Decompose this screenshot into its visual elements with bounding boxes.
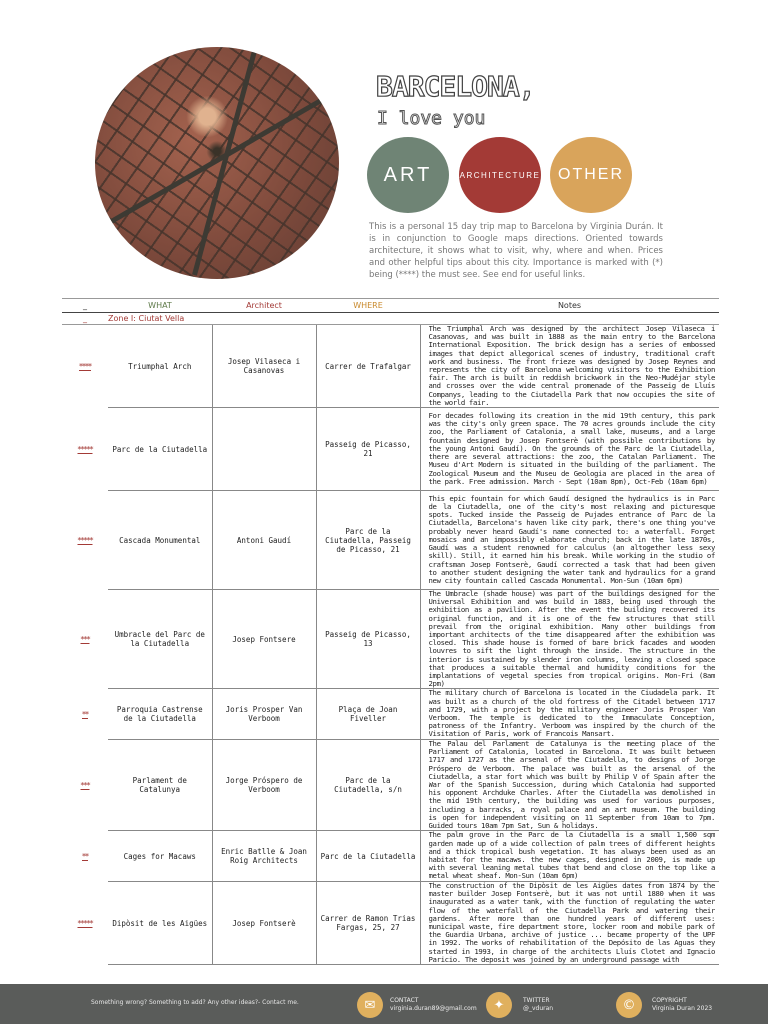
table-row bbox=[62, 590, 719, 689]
what-cell: Dipòsit de les Aigües bbox=[108, 882, 212, 965]
sights-table bbox=[62, 298, 719, 965]
table-row bbox=[62, 689, 719, 740]
copyright-block bbox=[652, 997, 712, 1013]
notes-text: The Triumphal Arch was designed by the architect Josep Vilaseca i Casanovas, and was built in 1888 as the main entry to the Barcelona International Exposition. The brick design has a series of embossed images that depict allegorical scenes of industry, traditional craft work and business. The front frieze was designed by Josep Reynes and represents the city of Barcelona welcoming visitors to the Exhibition fair. The arch is built in reddish brickwork in the Neo-Mudéjar style and crosses over the wide central promenade of the Passeig de Lluís Companys, leading to the Ciutadella Park that now occupies the site of the world fair. bbox=[428, 325, 715, 407]
notes-text: This epic fountain for which Gaudí designed the hydraulics is in Parc de la Ciutadella, one of the city's most relaxing and picturesque spots. Tucked inside the Passeig de Pujades entrance of Parc de la Ciutadella, Barcelona's haven like city park, there's one thing you've probably never heard Gaudí's name connected to: a waterfall. Forget mosaics and an impossibly elaborate church; back in the late 1870s, Gaudí was a student renowned for calculus (an altogether less sexy skill). Still, it earned him his break. While working in the studio of craftsman Josep Fontserè, Gaudí corrected a task that had been given to another student designing the water tank and hydraulics for a grand new city fountain called Cascada Monumental. Mon-Sun (10am 6pm) bbox=[428, 494, 715, 585]
where-cell: Passeig de Picasso, 13 bbox=[316, 590, 420, 689]
importance-stars: **** bbox=[79, 361, 91, 371]
where-cell: Parc de la Ciutadella bbox=[316, 831, 420, 882]
footer bbox=[0, 984, 768, 1024]
architecture-category-circle: ARCHITECTURE bbox=[459, 137, 541, 213]
importance-stars: ** bbox=[82, 851, 88, 861]
twitter-block[interactable] bbox=[523, 997, 553, 1013]
footer-message: Something wrong? Something to add? Any other ideas?- Contact me. bbox=[91, 999, 299, 1006]
where-cell: Carrer de Ramon Trias Fargas, 25, 27 bbox=[316, 882, 420, 965]
table-row bbox=[62, 740, 719, 831]
copyright-icon: © bbox=[616, 992, 642, 1018]
importance-stars: ***** bbox=[77, 444, 93, 454]
copyright-title: COPYRIGHT bbox=[652, 997, 687, 1004]
twitter-bird-icon[interactable]: ✦ bbox=[486, 992, 512, 1018]
header-architect: Architect bbox=[212, 299, 316, 313]
header-where: WHERE bbox=[316, 299, 420, 313]
notes-cell bbox=[420, 408, 719, 491]
zone-marker: _ bbox=[62, 313, 108, 325]
where-cell: Passeig de Picasso, 21 bbox=[316, 408, 420, 491]
what-cell: Triumphal Arch bbox=[108, 325, 212, 408]
what-cell: Parc de la Ciutadella bbox=[108, 408, 212, 491]
header-what: WHAT bbox=[108, 299, 212, 313]
contact-title: CONTACT bbox=[390, 997, 419, 1004]
architect-cell: Josep Vilaseca i Casanovas bbox=[212, 325, 316, 408]
notes-cell bbox=[420, 740, 719, 831]
copyright-owner: Virginia Duran 2023 bbox=[652, 1005, 713, 1012]
twitter-title: TWITTER bbox=[523, 997, 550, 1004]
where-cell: Parc de la Ciutadella, Passeig de Picasso, 21 bbox=[316, 491, 420, 590]
what-cell: Cages for Macaws bbox=[108, 831, 212, 882]
barcelona-aerial-photo bbox=[95, 47, 339, 279]
twitter-handle[interactable]: @_vduran bbox=[523, 1005, 554, 1012]
notes-cell bbox=[420, 831, 719, 882]
table-row bbox=[62, 491, 719, 590]
architect-cell: Jorge Próspero de Verboom bbox=[212, 740, 316, 831]
what-cell: Cascada Monumental bbox=[108, 491, 212, 590]
architect-cell bbox=[212, 408, 316, 491]
intro-text: This is a personal 15 day trip map to Barcelona by Virginia Durán. It is in conjunction to Google maps directions. Oriented towards architecture, it shows what to visit, why, where and when. Prices and other helpful tips about this city. Importance is marked with (*) being (****) the must see. See end for useful links. bbox=[369, 222, 663, 280]
notes-cell bbox=[420, 590, 719, 689]
what-cell: Parroquia Castrense de la Ciutadella bbox=[108, 689, 212, 740]
table-row bbox=[62, 882, 719, 965]
other-category-circle: OTHER bbox=[550, 137, 632, 213]
table-header-row bbox=[62, 299, 719, 313]
notes-text: The palm grove in the Parc de la Ciutadella is a small 1,500 sqm garden made up of a wide collection of palm trees of different heights and a thick tropical bush vegetation. It has always been used as an habitat for the macaws. the new cages, designed in 2009, is made up with several leaning metal tubes that bend and close on the top like a metal wheat sheaf. Mon-Sun (10am 6pm) bbox=[428, 831, 715, 881]
architect-cell: Joris Prosper Van Verboom bbox=[212, 689, 316, 740]
zone-label: Zone I: Ciutat Vella bbox=[108, 313, 719, 325]
art-category-circle: ART bbox=[367, 137, 449, 213]
notes-text: For decades following its creation in the mid 19th century, this park was the city's only green space. The 70 acres grounds include the city zoo, the Parliament of Catalonia, a small lake, museums, and a large fountain designed by Josep Fontserè (with possible contributions by the young Antoni Gaudí). On the grounds of the Parc de la Ciutadella, there are several attractions: the zoo, the Catalan Parliament. The Museu d'Art Modern is situated in the building of the parliament. The Zoological Museum and the Museu de Geologia are placed in the area of the park. Free admission. March - Sept (10am 8pm), Oct-Feb (10am 6pm) bbox=[428, 412, 715, 486]
importance-stars: *** bbox=[80, 780, 90, 790]
header-marker: _ bbox=[62, 299, 108, 313]
notes-cell bbox=[420, 491, 719, 590]
page-title: BARCELONA, bbox=[376, 70, 535, 103]
page-subtitle: I love you bbox=[377, 108, 486, 129]
notes-text: The Palau del Parlament de Catalunya is the meeting place of the Parliament of Catalonia, located in Barcelona. It was built between 1717 and 1727 as the arsenal of the Ciutadella, to designs of Jorge Próspero de Verboom. The palace was built as the arsenal of the Ciutadella, a star fort which was built by Philip V of Spain after the War of the Spanish Succession, during which Catalonia had supported his opponent Archduke Charles. After the Ciutadella was demolished in the mid 19th century, the building was used for various purposes, including a barracks, a royal palace and an art museum. The building is open for independent visiting on 11 September from 10am to 7pm. Guided tours 10am 7pm Sat, Sun & holidays. bbox=[428, 740, 715, 830]
notes-text: The military church of Barcelona is located in the Ciudadela park. It was built as a church of the old fortress of the Citadel between 1717 and 1729, with a project by the military engineer Joris Prosper Van Verboom. The temple is dedicated to the Immaculate Conception, patroness of the Infantry. Verboom was inspired by the church of the Visitation of Paris, work of Francois Mansart. bbox=[428, 689, 715, 739]
where-cell: Carrer de Trafalgar bbox=[316, 325, 420, 408]
where-cell: Plaça de Joan Fiveller bbox=[316, 689, 420, 740]
envelope-icon[interactable]: ✉ bbox=[357, 992, 383, 1018]
architect-cell: Josep Fontsere bbox=[212, 590, 316, 689]
importance-stars: ***** bbox=[77, 535, 93, 545]
table-row bbox=[62, 408, 719, 491]
notes-cell bbox=[420, 689, 719, 740]
importance-stars: ***** bbox=[77, 918, 93, 928]
what-cell: Parlament de Catalunya bbox=[108, 740, 212, 831]
architect-cell: Josep Fontserè bbox=[212, 882, 316, 965]
importance-stars: ** bbox=[82, 709, 88, 719]
contact-block[interactable] bbox=[390, 997, 477, 1013]
header-notes: Notes bbox=[420, 299, 719, 313]
table-row bbox=[62, 831, 719, 882]
contact-email[interactable]: virginia.duran89@gmail.com bbox=[390, 1005, 477, 1012]
table-row bbox=[62, 325, 719, 408]
notes-text: The construction of the Dipòsit de les Aigües dates from 1874 by the master builder Josep Fontserè, but it was not until 1880 when it was inaugurated as a water tank, with the function of regulating the water flow of the waterfall of the Ciutadella Park and watering their gardens. After more than one hundred years of different uses: municipal waste, fire department store, locker room and mobile park of the Guardia Urbana, archive of justice ... became property of the UPF in 1992. The works of rehabilitation of the Depósito de las Aguas they started in 1993, in charge of the architects Lluís Clotet and Ignacio Paricio. The deposit was joined by an underground passage with bbox=[428, 882, 715, 964]
notes-cell bbox=[420, 325, 719, 408]
importance-stars: *** bbox=[80, 634, 90, 644]
notes-cell bbox=[420, 882, 719, 965]
notes-text: The Umbracle (shade house) was part of the buildings designed for the Universal Exhibition and was build in 1883, being used through the exhibition as a pavilion. After the event the building recovered its original function, and it is one of the few structures that still prevail from the original exhibition. Many other buildings from important architects of the time disappeared after the exhibition was closed. This shade house is formed of bare brick facades and wooden louvres to sift the light through the inside. The structure in the interior is sustained by slender iron columns, leaving a closed space that produces a suitable thermal and humidity conditions for the implantations of vegetal species from tropical origins. Mon-Fri (8am 2pm) bbox=[428, 590, 715, 688]
architect-cell: Antoni Gaudí bbox=[212, 491, 316, 590]
where-cell: Parc de la Ciutadella, s/n bbox=[316, 740, 420, 831]
zone-row bbox=[62, 313, 719, 325]
what-cell: Umbracle del Parc de la Ciutadella bbox=[108, 590, 212, 689]
architect-cell: Enric Batlle & Joan Roig Architects bbox=[212, 831, 316, 882]
